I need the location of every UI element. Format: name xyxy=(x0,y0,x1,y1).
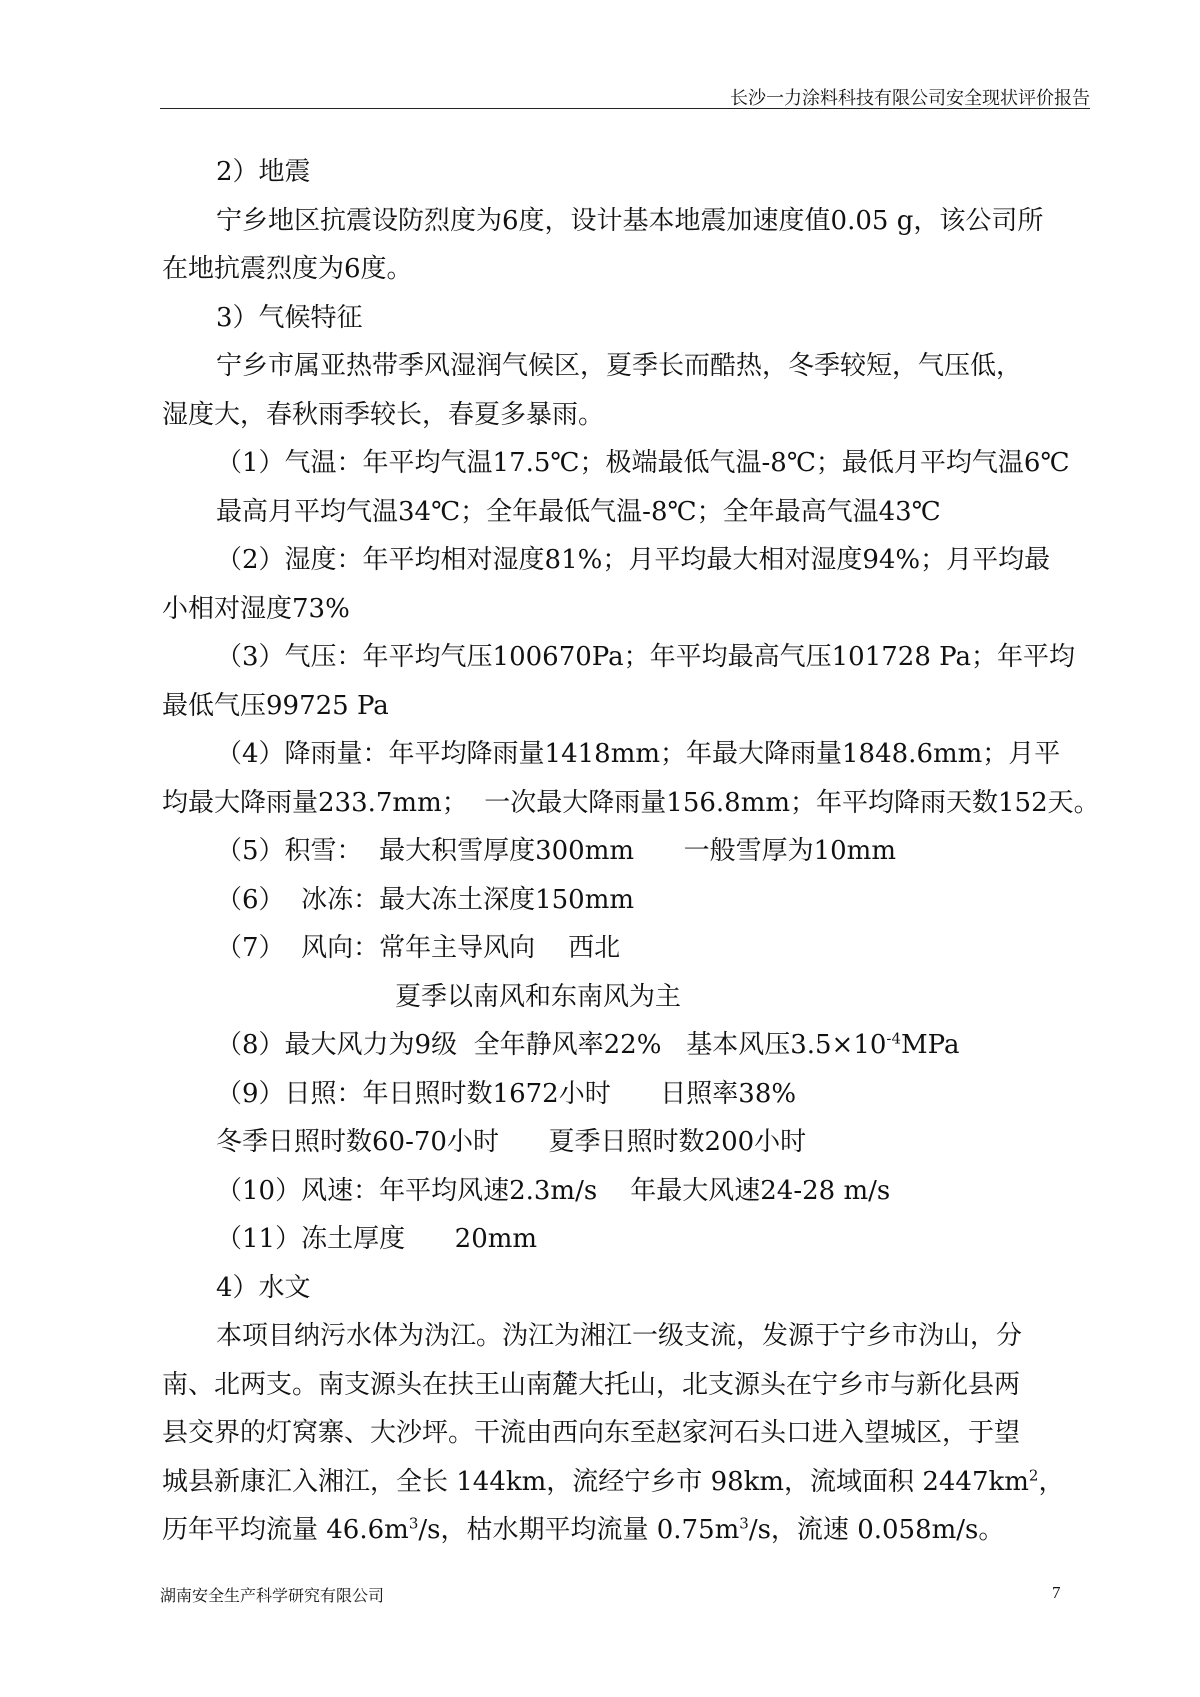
paragraph-line xyxy=(162,1506,1088,1555)
paragraph-line: 在地抗震烈度为6度。 xyxy=(162,254,413,284)
climate-item-sunshine-cont: 冬季日照时数60-70小时 夏季日照时数200小时 xyxy=(216,1127,807,1157)
climate-item-frost: （6） 冰冻：最大冻土深度150mm xyxy=(216,884,635,915)
text-span: 历年平均流量 46.6m xyxy=(162,1515,409,1545)
climate-item-pressure: （3）气压：年平均气压100670Pa；年平均最高气压101728 Pa；年平均 xyxy=(216,642,1075,672)
climate-item-humidity-cont: 小相对湿度73% xyxy=(162,593,350,624)
climate-item-pressure-cont: 最低气压99725 Pa xyxy=(162,690,389,721)
climate-item-temperature: （1）气温：年平均气温17.5℃；极端最低气温-8℃；最低月平均气温6℃ xyxy=(216,448,1070,478)
header-rule xyxy=(160,108,1090,109)
text-span: MPa xyxy=(901,1030,960,1060)
climate-item-humidity: （2）湿度：年平均相对湿度81%；月平均最大相对湿度94%；月平均最 xyxy=(216,545,1051,575)
paragraph-line: 宁乡市属亚热带季风湿润气候区，夏季长而酷热，冬季较短，气压低， xyxy=(216,351,1023,381)
text-span: /s，枯水期平均流量 0.75m xyxy=(418,1515,740,1545)
climate-item-rainfall-cont: 均最大降雨量233.7mm； 一次最大降雨量156.8mm；年平均降雨天数152天。 xyxy=(162,787,1100,818)
paragraph-line xyxy=(162,1458,1088,1507)
text-span: 城县新康汇入湘江，全长 144km，流经宁乡市 98km，流域面积 2447km xyxy=(162,1466,1029,1497)
paragraph-line: 宁乡地区抗震设防烈度为6度，设计基本地震加速度值0.05 g，该公司所 xyxy=(216,205,1044,236)
superscript: 2 xyxy=(1028,1465,1039,1484)
climate-item-wind-force xyxy=(162,1021,1088,1070)
paragraph-line: 湿度大，春秋雨季较长，春夏多暴雨。 xyxy=(162,399,605,430)
body-text xyxy=(162,148,1100,1555)
climate-item-temperature-cont: 最高月平均气温34℃；全年最低气温-8℃；全年最高气温43℃ xyxy=(216,496,941,527)
paragraph-line: 本项目纳污水体为沩江。沩江为湘江一级支流，发源于宁乡市沩山，分 xyxy=(216,1321,1023,1351)
text-span: （8）最大风力为9级 全年静风率22% 基本风压3.5×10 xyxy=(216,1030,887,1060)
climate-item-wind-direction-cont: 夏季以南风和东南风为主 xyxy=(395,981,682,1012)
section-heading-climate: 3）气候特征 xyxy=(216,302,363,333)
climate-item-snow: （5）积雪： 最大积雪厚度300mm 一般雪厚为10mm xyxy=(216,836,896,866)
superscript: 3 xyxy=(408,1514,419,1533)
superscript: 3 xyxy=(739,1514,749,1533)
climate-item-rainfall: （4）降雨量：年平均降雨量1418mm；年最大降雨量1848.6mm；月平 xyxy=(216,739,1061,769)
text-span: /s，流速 0.058m/s。 xyxy=(748,1515,1005,1545)
paragraph-line: 南、北两支。南支源头在扶王山南麓大托山，北支源头在宁乡市与新化县两 xyxy=(162,1369,1021,1400)
page-number: 7 xyxy=(1052,1583,1061,1602)
section-heading-hydrology: 4）水文 xyxy=(216,1272,311,1303)
paragraph-line: 县交界的灯窝寨、大沙坪。干流由西向东至赵家河石头口进入望城区，于望 xyxy=(162,1418,1021,1448)
climate-item-frozen-soil: （11）冻土厚度 20mm xyxy=(216,1224,538,1254)
climate-item-wind-direction: （7） 风向：常年主导风向 西北 xyxy=(216,933,621,963)
climate-item-sunshine: （9）日照：年日照时数1672小时 日照率38% xyxy=(216,1078,797,1109)
text-span: ， xyxy=(1038,1466,1065,1497)
running-header: 长沙一力涂料科技有限公司安全现状评价报告 xyxy=(730,88,1090,109)
superscript: -4 xyxy=(886,1029,902,1048)
footer-organization: 湖南安全生产科学研究有限公司 xyxy=(160,1586,385,1605)
climate-item-wind-speed: （10）风速：年平均风速2.3m/s 年最大风速24-28 m/s xyxy=(216,1175,891,1206)
section-heading-earthquake: 2）地震 xyxy=(216,157,311,187)
